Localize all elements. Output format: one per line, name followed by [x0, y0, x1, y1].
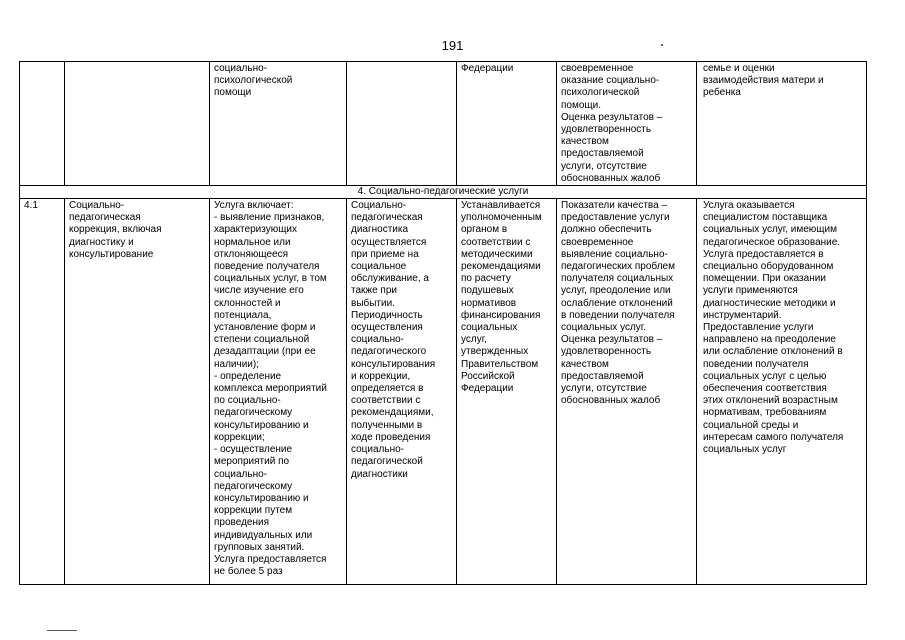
section-header: 4. Социально-педагогические услуги: [20, 186, 867, 199]
page-number: 191: [441, 38, 464, 53]
scan-artifact-line: [47, 630, 77, 631]
table-cell: [347, 62, 457, 186]
service-name: Социально- педагогическая коррекция, включая диагностику и консультирование: [65, 199, 210, 585]
service-description: Услуга включает: - выявление признаков, характеризующих нормальное или отклоняющееся поведение получателя социальных услуг, в том числе изучение его склонностей и потенциала, установление форм и степени социальной дезадаптации (при ее наличии); - определение комплекса мероприятий по социально- педагогическому консультированию и коррекции; - осуществление мероприятий по социально- педагогическому консультированию и коррекции путем проведения индивидуальных или групповых занятий. Услуга предоставляется не более 5 раз: [210, 199, 347, 585]
table-cell: социально- психологической помощи: [210, 62, 347, 186]
table-cell: своевременное оказание социально- психологической помощи. Оценка результатов – удовлетворенность качеством предоставляемой услуги, отсутствие обоснованных жалоб: [557, 62, 697, 186]
scan-artifact-dot: [661, 44, 663, 46]
table-row: [20, 199, 867, 585]
services-table: [19, 61, 867, 585]
service-conditions: Услуга оказывается специалистом поставщика социальных услуг, имеющим педагогическое образование. Услуга предоставляется в специально оборудованном помещении. При оказании услуги применяются диагностические методики и инструментарий. Предоставление услуги направлено на преодоление или ослабление отклонений в поведении получателя социальных услуг с целью обеспечения соответствия этих отклонений возрастным нормативам, требованиям социальной среды и интересам самого получателя социальных услуг: [697, 199, 867, 585]
service-number: 4.1: [20, 199, 65, 585]
table-row: [20, 62, 867, 186]
service-rate: Устанавливается уполномоченным органом в соответствии с методическими рекомендациями по расчету подушевых нормативов финансирования социальных услуг, утвержденных Правительством Российской Федерации: [457, 199, 557, 585]
quality-indicators: Показатели качества – предоставление услуги должно обеспечить своевременное выявление социально- педагогических проблем получателя социальных услуг, преодоление или ослабление отклонений в поведении получателя социальных услуг. Оценка результатов – удовлетворенность качеством предоставляемой услуги, отсутствие обоснованных жалоб: [557, 199, 697, 585]
section-row: [20, 186, 867, 199]
table-cell: [65, 62, 210, 186]
table-cell: [20, 62, 65, 186]
service-frequency: Социально- педагогическая диагностика осуществляется при приеме на социальное обслуживание, а также при выбытии. Периодичность осуществления социально- педагогического консультирования и коррекции, определяется в соответствии с рекомендациями, полученными в ходе проведения социально- педагогической диагностики: [347, 199, 457, 585]
table-cell: Федерации: [457, 62, 557, 186]
table-cell: семье и оценки взаимодействия матери и ребенка: [697, 62, 867, 186]
